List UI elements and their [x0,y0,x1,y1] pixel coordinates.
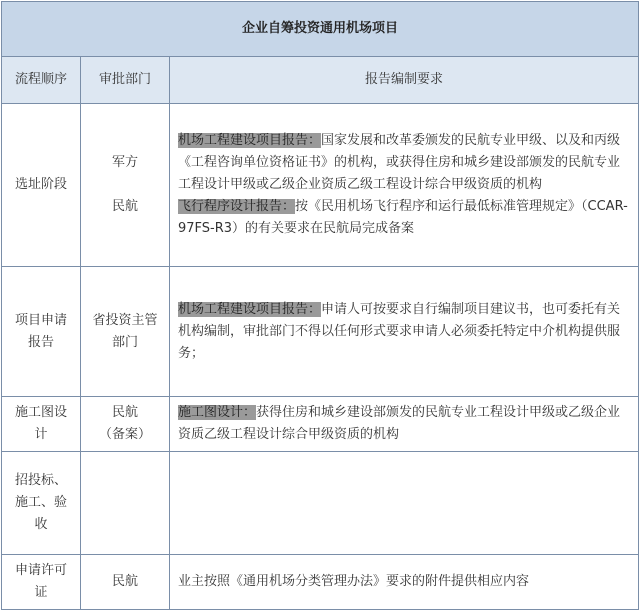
dept-cell [81,397,170,452]
dept-label: 民航 [111,574,138,589]
table-row [2,452,639,555]
stage-label: 选址阶段 [14,177,67,192]
stage-cell [2,267,81,397]
requirement-cell [170,267,639,397]
stage-label: 施工、验 [14,495,67,510]
stage-cell [2,452,81,555]
title-row [2,2,639,57]
requirement-text: 业主按照《通用机场分类管理办法》要求的附件提供相应内容 [178,574,530,589]
dept-label: 民航 [111,405,138,420]
stage-label: 报告 [27,334,54,350]
requirement-cell [170,555,639,610]
dept-cell [81,555,170,610]
dept-cell [81,267,170,397]
stage-label: 申请许可 [14,563,67,578]
stage-cell [2,397,81,452]
stage-label: 收 [34,517,48,532]
table-row [2,104,639,267]
header-row [2,57,639,104]
header-approval-dept: 审批部门 [81,57,170,104]
stage-cell [2,104,81,267]
stage-label: 计 [34,427,48,442]
requirement-cell [170,397,639,452]
requirement-text: 申请人可按要求自行编制项目建议书，也可委托有关机构编制，审批部门不得以任何形式要求申请人必须委托特定中介机构提供服务； [178,301,621,361]
table-row [2,267,639,397]
table-title: 企业自筹投资通用机场项目 [2,2,639,57]
dept-cell [81,452,170,555]
requirement-label: 机场工程建设项目报告： [178,301,322,317]
stage-cell [2,555,81,610]
requirement-label: 机场工程建设项目报告： [178,133,322,148]
stage-label: 招投标、 [14,473,67,488]
dept-cell [81,104,170,267]
dept-label: （备案） [98,427,151,442]
approval-table [1,1,639,610]
dept-label: 部门 [111,334,138,350]
dept-label: 军方 [111,155,138,170]
requirement-text: 国家发展和改革委颁发的民航专业甲级、以及和丙级《工程咨询单位资格证书》的机构，或获得住房和城乡建设部颁发的民航专业工程设计甲级或乙级企业资质乙级工程设计综合甲级资质的机构 [178,133,621,192]
table-row [2,555,639,610]
dept-label: 民航 [111,199,138,214]
requirement-label: 飞行程序设计报告： [178,199,296,214]
stage-label: 施工图设 [14,405,67,420]
requirement-cell [170,452,639,555]
header-report-requirements: 报告编制要求 [170,57,639,104]
stage-label: 证 [34,585,48,600]
header-process-order: 流程顺序 [2,57,81,104]
requirement-cell [170,104,639,267]
table-row [2,397,639,452]
requirement-text: 获得住房和城乡建设部颁发的民航专业工程设计甲级或乙级企业资质乙级工程设计综合甲级资质的机构 [178,405,621,442]
requirement-text: 按《民用机场飞行程序和运行最低标准管理规定》（CCAR-97FS-R3）的有关要求在民航局完成备案 [178,199,628,236]
stage-label: 项目申请 [14,312,67,328]
requirement-label: 施工图设计： [178,405,257,420]
dept-label: 省投资主管 [92,312,158,328]
